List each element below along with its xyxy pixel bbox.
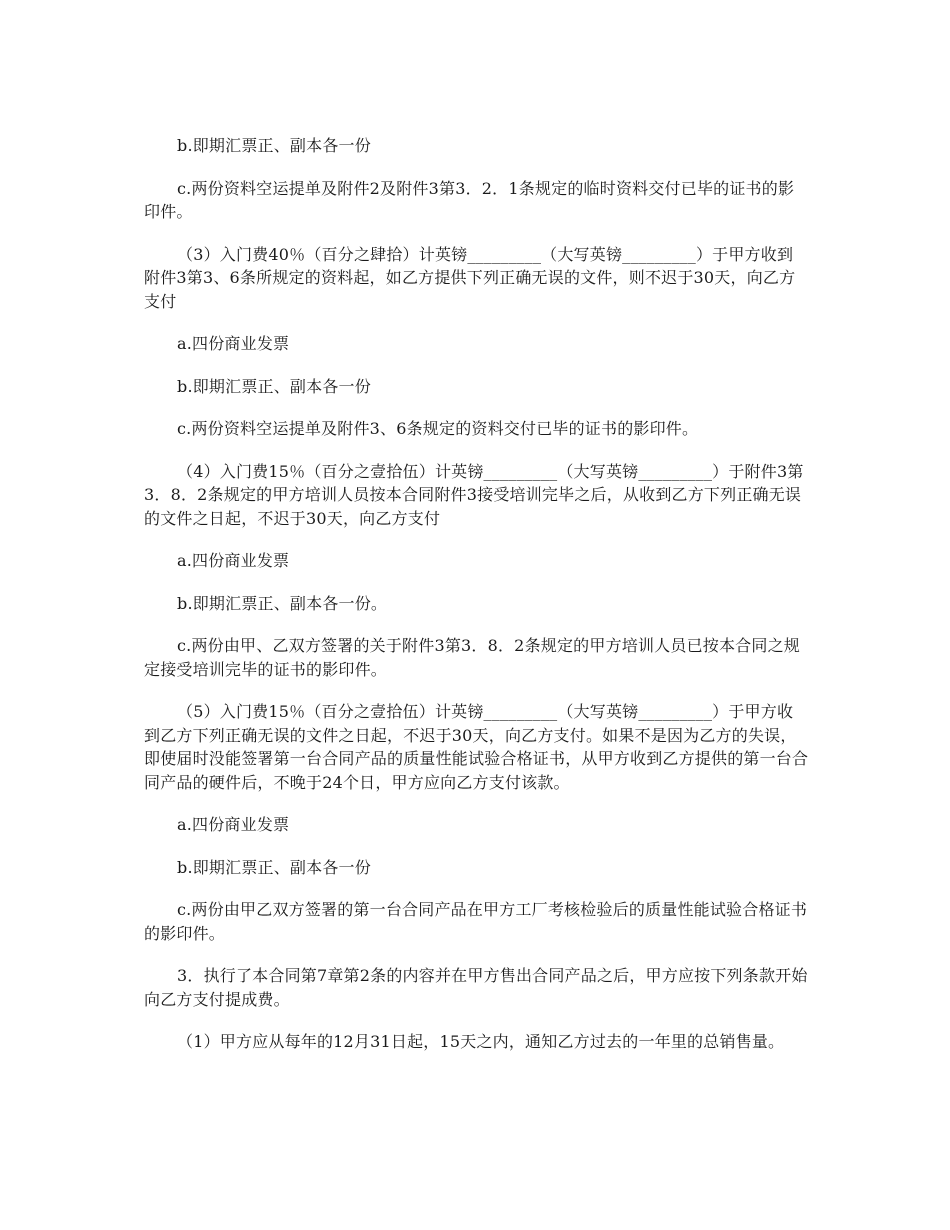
- paragraph: （5）入门费15％（百分之壹拾伍）计英镑_________（大写英镑_________）于甲方收到乙方下列正确无误的文件之日起，不迟于30天，向乙方支付。如果不是因为乙方的失误，即使届时没能签署第一台合同产品的质量性能试验合格证书，从甲方收到乙方提供的第一台合同产品的硬件后，不晚于24个日，甲方应向乙方支付该款。: [144, 702, 809, 792]
- paragraph: b.即期汇票正、副本各一份: [177, 857, 371, 877]
- paragraph: b.即期汇票正、副本各一份: [177, 376, 371, 396]
- paragraph: b.即期汇票正、副本各一份: [177, 136, 371, 155]
- document-body: [144, 134, 809, 1073]
- paragraph: c.两份由甲乙双方签署的第一台合同产品在甲方工厂考核检验后的质量性能试验合格证书的影印件。: [144, 900, 808, 943]
- paragraph: b.即期汇票正、副本各一份。: [177, 593, 388, 613]
- paragraph: （4）入门费15％（百分之壹拾伍）计英镑_________（大写英镑_________）于附件3第3．8．2条规定的甲方培训人员按本合同附件3接受培训完毕之后，从收到乙方下列正确无误的文件之日起，不迟于30天，向乙方支付: [144, 461, 804, 528]
- paragraph: c.两份资料空运提单及附件3、6条规定的资料交付已毕的证书的影印件。: [177, 419, 699, 438]
- paragraph: 3．执行了本合同第7章第2条的内容并在甲方售出合同产品之后，甲方应按下列条款开始向乙方支付提成费。: [144, 966, 808, 1009]
- paragraph: a.四份商业发票: [177, 334, 290, 353]
- paragraph: c.两份由甲、乙双方签署的关于附件3第3．8．2条规定的甲方培训人员已按本合同之规定接受培训完毕的证书的影印件。: [144, 636, 800, 679]
- paragraph: （1）甲方应从每年的12月31日起，15天之内，通知乙方过去的一年里的总销售量。: [177, 1032, 785, 1051]
- paragraph: （3）入门费40％（百分之肆拾）计英镑_________（大写英镑_________）于甲方收到附件3第3、6条所规定的资料起，如乙方提供下列正确无误的文件，则不迟于30天，向乙方支付: [144, 244, 796, 311]
- paragraph: a.四份商业发票: [177, 815, 290, 834]
- paragraph: a.四份商业发票: [177, 551, 290, 570]
- paragraph: c.两份资料空运提单及附件2及附件3第3．2．1条规定的临时资料交付已毕的证书的影印件。: [144, 178, 795, 221]
